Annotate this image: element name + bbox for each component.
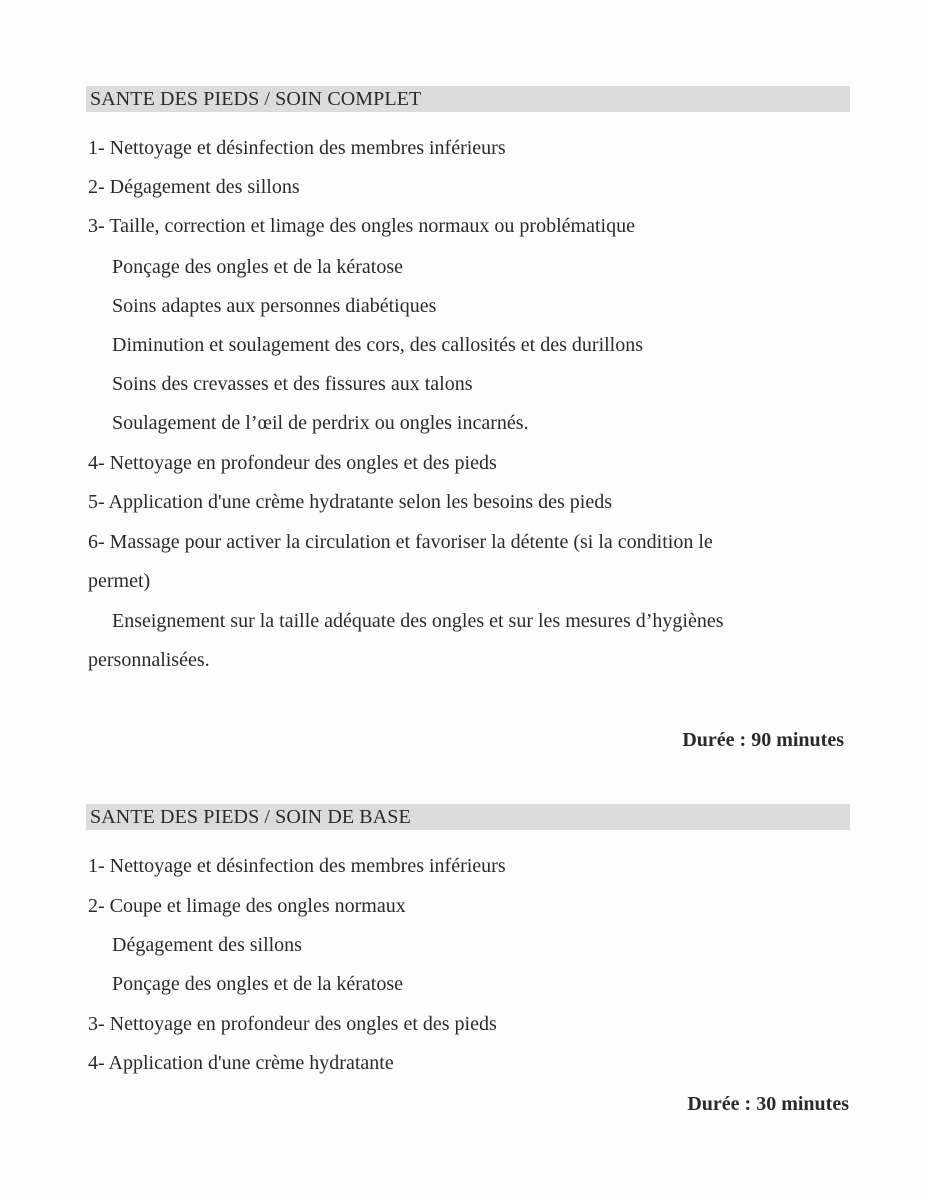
- list-subitem: Dégagement des sillons: [112, 934, 302, 956]
- duration-complete: Durée : 90 minutes: [682, 729, 844, 751]
- list-item: 2- Dégagement des sillons: [88, 176, 300, 198]
- list-subitem: Soulagement de l’œil de perdrix ou ongles incarnés.: [112, 412, 529, 434]
- section-title-basic: SANTE DES PIEDS / SOIN DE BASE: [90, 806, 411, 828]
- list-item: 2- Coupe et limage des ongles normaux: [88, 895, 406, 917]
- paragraph-teaching: Enseignement sur la taille adéquate des ongles et sur les mesures d’hygiènes: [112, 610, 724, 632]
- list-subitem: Diminution et soulagement des cors, des callosités et des durillons: [112, 334, 644, 356]
- list-subitem: Ponçage des ongles et de la kératose: [112, 256, 404, 278]
- paragraph-continuation: personnalisées.: [88, 649, 210, 671]
- list-subitem: Soins des crevasses et des fissures aux talons: [112, 373, 473, 395]
- list-item: 6- Massage pour activer la circulation et favoriser la détente (si la condition le: [88, 531, 713, 553]
- duration-basic: Durée : 30 minutes: [687, 1093, 849, 1115]
- section-title-complete: SANTE DES PIEDS / SOIN COMPLET: [90, 88, 422, 110]
- list-item-continuation: permet): [88, 570, 151, 592]
- list-item: 3- Nettoyage en profondeur des ongles et des pieds: [88, 1013, 497, 1035]
- list-item: 4- Nettoyage en profondeur des ongles et des pieds: [88, 452, 497, 474]
- list-item: 4- Application d'une crème hydratante: [88, 1052, 394, 1074]
- list-subitem: Ponçage des ongles et de la kératose: [112, 973, 404, 995]
- list-item: 1- Nettoyage et désinfection des membres inférieurs: [88, 855, 506, 877]
- list-item: 5- Application d'une crème hydratante selon les besoins des pieds: [88, 491, 613, 513]
- list-item: 1- Nettoyage et désinfection des membres inférieurs: [88, 137, 506, 159]
- list-item: 3- Taille, correction et limage des ongles normaux ou problématique: [88, 215, 635, 237]
- list-subitem: Soins adaptes aux personnes diabétiques: [112, 295, 437, 317]
